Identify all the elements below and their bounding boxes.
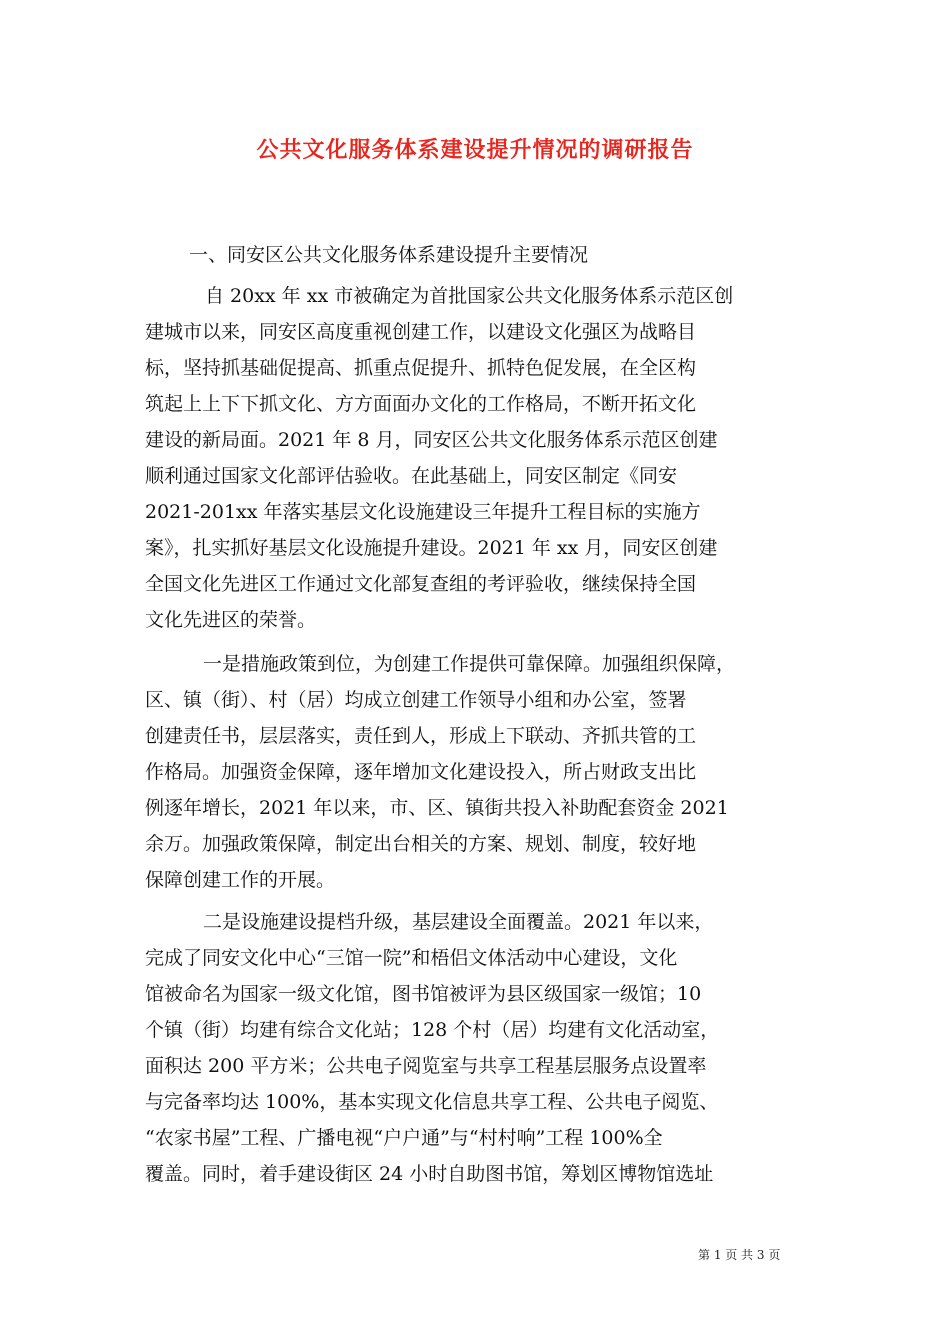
body-line: 全国文化先进区工作通过文化部复查组的考评验收，继续保持全国 [145,573,697,595]
body-line: 2021-201xx 年落实基层文化设施建设三年提升工程目标的实施方 [145,501,701,523]
body-line: 建设的新局面。2021 年 8 月，同安区公共文化服务体系示范区创建 [145,429,718,451]
body-line: 余万。加强政策保障，制定出台相关的方案、规划、制度，较好地 [145,833,697,855]
body-line: “农家书屋”工程、广播电视“户户通”与“村村响”工程 100%全 [145,1127,663,1149]
body-line: 自 20xx 年 xx 市被确定为首批国家公共文化服务体系示范区创 [205,285,734,307]
body-line: 区、镇（街）、村（居）均成立创建工作领导小组和办公室，签署 [145,689,687,711]
body-line: 案》，扎实抓好基层文化设施提升建设。2021 年 xx 月，同安区创建 [145,537,718,559]
body-line: 馆被命名为国家一级文化馆，图书馆被评为县区级国家一级馆；10 [145,983,702,1005]
body-line: 例逐年增长，2021 年以来，市、区、镇街共投入补助配套资金 2021 [145,797,729,819]
body-line: 筑起上上下下抓文化、方方面面办文化的工作格局，不断开拓文化 [145,393,697,415]
body-line: 保障创建工作的开展。 [145,869,336,891]
body-line: 面积达 200 平方米；公共电子阅览室与共享工程基层服务点设置率 [145,1055,707,1077]
body-line: 覆盖。同时，着手建设街区 24 小时自助图书馆，筹划区博物馆选址 [145,1163,714,1185]
body-line: 二是设施建设提档升级，基层建设全面覆盖。2021 年以来， [203,911,714,933]
document-title: 公共文化服务体系建设提升情况的调研报告 [256,137,694,163]
body-line: 建城市以来，同安区高度重视创建工作，以建设文化强区为战略目 [145,321,697,343]
section-heading: 一、同安区公共文化服务体系建设提升主要情况 [189,244,589,266]
body-line: 顺利通过国家文化部评估验收。在此基础上，同安区制定《同安 [145,465,678,487]
body-line: 作格局。加强资金保障，逐年增加文化建设投入，所占财政支出比 [145,761,697,783]
body-line: 文化先进区的荣誉。 [145,609,317,631]
body-line: 标，坚持抓基础促提高、抓重点促提升、抓特色促发展，在全区构 [145,357,697,379]
body-line: 完成了同安文化中心“三馆一院”和梧侣文体活动中心建设，文化 [145,947,678,969]
body-line: 与完备率均达 100%，基本实现文化信息共享工程、公共电子阅览、 [145,1091,719,1113]
body-line: 个镇（街）均建有综合文化站；128 个村（居）均建有文化活动室， [145,1019,720,1041]
body-line: 创建责任书，层层落实，责任到人，形成上下联动、齐抓共管的工 [145,725,697,747]
page-indicator: 第 1 页 共 3 页 [698,1248,781,1262]
body-line: 一是措施政策到位，为创建工作提供可靠保障。加强组织保障， [203,653,736,675]
